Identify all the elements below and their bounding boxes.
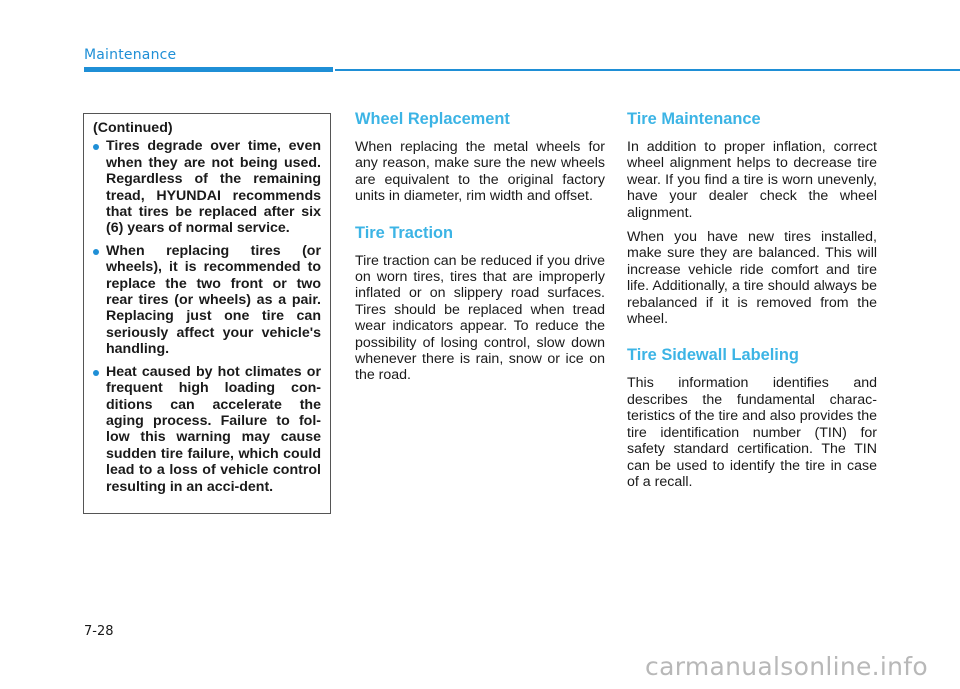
middle-column (355, 108, 605, 392)
header-rule-thick (84, 67, 333, 72)
tire-maintenance-heading: Tire Maintenance (627, 110, 761, 128)
tire-sidewall-heading: Tire Sidewall Labeling (627, 346, 799, 365)
tire-sidewall-body: This information identifies and describes the fundamental charac-teristics of the tire and also provides the tire identification number (TIN) for safety standard certification. The TIN can be used to identify the tire in case of a recall. (627, 375, 877, 490)
warning-text: When replacing tires (or wheels), it is recommended to replace the two front or two rear tires (or wheels) as a pair. Replacing just one tire can seriously affect your vehicle's handling. (106, 242, 321, 358)
warning-bullet (93, 364, 321, 495)
tire-traction-heading: Tire Traction (355, 223, 454, 242)
tire-maintenance-body: In addition to proper inflation, correct wheel alignment helps to decrease tire wear. If you find a tire is worn unevenly, have your dealer check the wheel alignment. (627, 139, 877, 221)
tire-maintenance-body: When you have new tires installed, make sure they are balanced. This will increase vehicle ride comfort and tire life. Additionally, a tire should always be rebalanced if it is removed from the wheel. (627, 229, 877, 328)
header-rule-thin (335, 69, 960, 71)
warning-box (83, 113, 331, 514)
continued-label: (Continued) (93, 120, 173, 136)
warning-text: Heat caused by hot climates or frequent high loading con-ditions can accelerate the aging process. Failure to fol-low this warning may cause sudden tire failure, which could lead to a loss of vehicle control resulting in an acci-dent. (106, 363, 321, 495)
bullet-dot-icon (93, 144, 99, 150)
tire-traction-body: Tire traction can be reduced if you drive on worn tires, tires that are improperly inflated or on slippery road surfaces. Tires should be replaced when tread wear indicators appear. To reduce the possibility of losing control, slow down whenever there is rain, snow or ice on the road. (355, 252, 605, 384)
warning-list (93, 138, 321, 495)
right-column (627, 108, 877, 498)
warning-bullet (93, 138, 321, 236)
wheel-replacement-body: When replacing the metal wheels for any reason, make sure the new wheels are equivalent to the original factory units in diameter, rim width and offset. (355, 139, 605, 205)
page-number: 7-28 (84, 624, 114, 639)
warning-bullet (93, 243, 321, 358)
section-label: Maintenance (84, 47, 177, 63)
wheel-replacement-heading: Wheel Replacement (355, 110, 510, 128)
bullet-dot-icon (93, 370, 99, 376)
bullet-dot-icon (93, 249, 99, 255)
watermark: carmanualsonline.info (645, 652, 928, 681)
warning-text: Tires degrade over time, even when they are not being used. Regardless of the remaining tread, HYUNDAI recommends that tires be replaced after six (6) years of normal service. (106, 138, 321, 237)
